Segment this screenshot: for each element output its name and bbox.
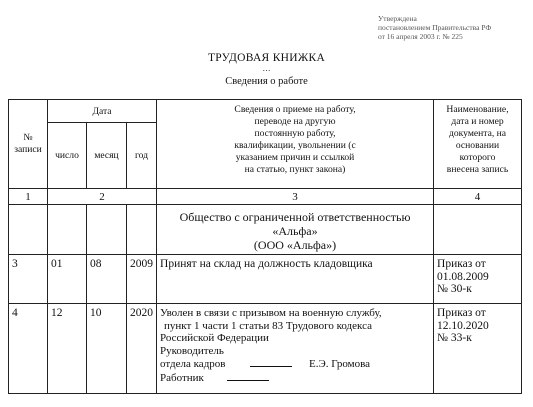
- header-text: Сведения о приеме на работу,: [234, 104, 356, 115]
- header-day: число: [48, 123, 87, 189]
- document-subtitle: Сведения о работе: [225, 76, 308, 87]
- table-row: [9, 304, 522, 394]
- approval-line: Утверждена: [378, 14, 417, 23]
- empty-cell: [434, 205, 522, 255]
- record-day: 12: [48, 304, 87, 394]
- record-year: 2020: [127, 304, 157, 394]
- organization-line: «Альфа»: [272, 224, 318, 238]
- header-text: основании: [455, 140, 500, 151]
- approval-stamp: [378, 14, 491, 41]
- header-text: №: [23, 132, 33, 143]
- header-text: Наименование,: [446, 104, 509, 115]
- record-month: 10: [87, 304, 127, 394]
- header-year: год: [127, 123, 157, 189]
- header-month: месяц: [87, 123, 127, 189]
- header-date: Дата: [48, 100, 157, 123]
- record-month: 08: [87, 255, 127, 304]
- record-document: [434, 304, 522, 394]
- signature-line-hr: [160, 357, 431, 371]
- work-record-table: [8, 99, 522, 394]
- empty-cell: [87, 205, 127, 255]
- header-text: внесена запись: [446, 164, 509, 175]
- organization-line: (ООО «Альфа»): [253, 238, 337, 252]
- record-line: отдела кадров: [160, 358, 226, 370]
- column-number: 1: [9, 189, 48, 205]
- record-number: 4: [9, 304, 48, 394]
- record-text: Принят на склад на должность кладовщика: [157, 255, 434, 304]
- header-text: документа, на: [448, 128, 507, 139]
- record-line: пункт 1 части 1 статьи 83 Трудового кодекса: [164, 319, 373, 332]
- signature-blank: [250, 357, 292, 367]
- header-text: дата и номер: [451, 116, 504, 127]
- header-text: переводе на другую: [254, 116, 336, 127]
- record-document: [434, 255, 522, 304]
- title-ellipsis: …: [262, 64, 271, 73]
- approval-line: от 16 апреля 2003 г. № 225: [378, 32, 463, 41]
- record-line: Руководитель: [160, 344, 224, 357]
- column-number: 2: [48, 189, 157, 205]
- record-line: Уволен в связи с призывом на военную службу,: [160, 307, 382, 319]
- document-line: 12.10.2020: [437, 319, 489, 332]
- header-text: квалификации, увольнении (с: [234, 140, 356, 151]
- header-text: на статью, пункт закона): [244, 164, 346, 175]
- signature-line-employee: [160, 371, 431, 385]
- document-title: ТРУДОВАЯ КНИЖКА: [207, 52, 326, 64]
- record-line: Работник: [160, 371, 204, 384]
- header-document: [434, 100, 522, 189]
- header-text: которого: [459, 152, 496, 163]
- record-line: Российской Федерации: [160, 332, 269, 344]
- record-day: 01: [48, 255, 87, 304]
- document-line: № 30-к: [437, 283, 472, 295]
- column-number: 4: [434, 189, 522, 205]
- document-line: № 33-к: [437, 332, 472, 344]
- record-text: [157, 304, 434, 394]
- record-year: 2009: [127, 255, 157, 304]
- approval-line: постановлением Правительства РФ: [378, 23, 492, 32]
- column-number: 3: [157, 189, 434, 205]
- signer-name: Е.Э. Громова: [308, 358, 371, 370]
- table-row: [9, 255, 522, 304]
- organization-line: Общество с ограниченной ответственностью: [179, 210, 411, 224]
- empty-cell: [9, 205, 48, 255]
- empty-cell: [127, 205, 157, 255]
- header-text: указанием причин и ссылкой: [235, 152, 355, 163]
- header-text: записи: [14, 144, 42, 155]
- organization-name: [157, 205, 434, 255]
- header-work-info: [157, 100, 434, 189]
- document-line: 01.08.2009: [437, 270, 489, 283]
- empty-cell: [48, 205, 87, 255]
- header-text: постоянную работу,: [254, 128, 336, 139]
- header-record-number: [9, 100, 48, 189]
- document-line: Приказ от: [437, 258, 486, 270]
- document-line: Приказ от: [437, 307, 486, 319]
- signature-blank: [227, 371, 269, 381]
- record-number: 3: [9, 255, 48, 304]
